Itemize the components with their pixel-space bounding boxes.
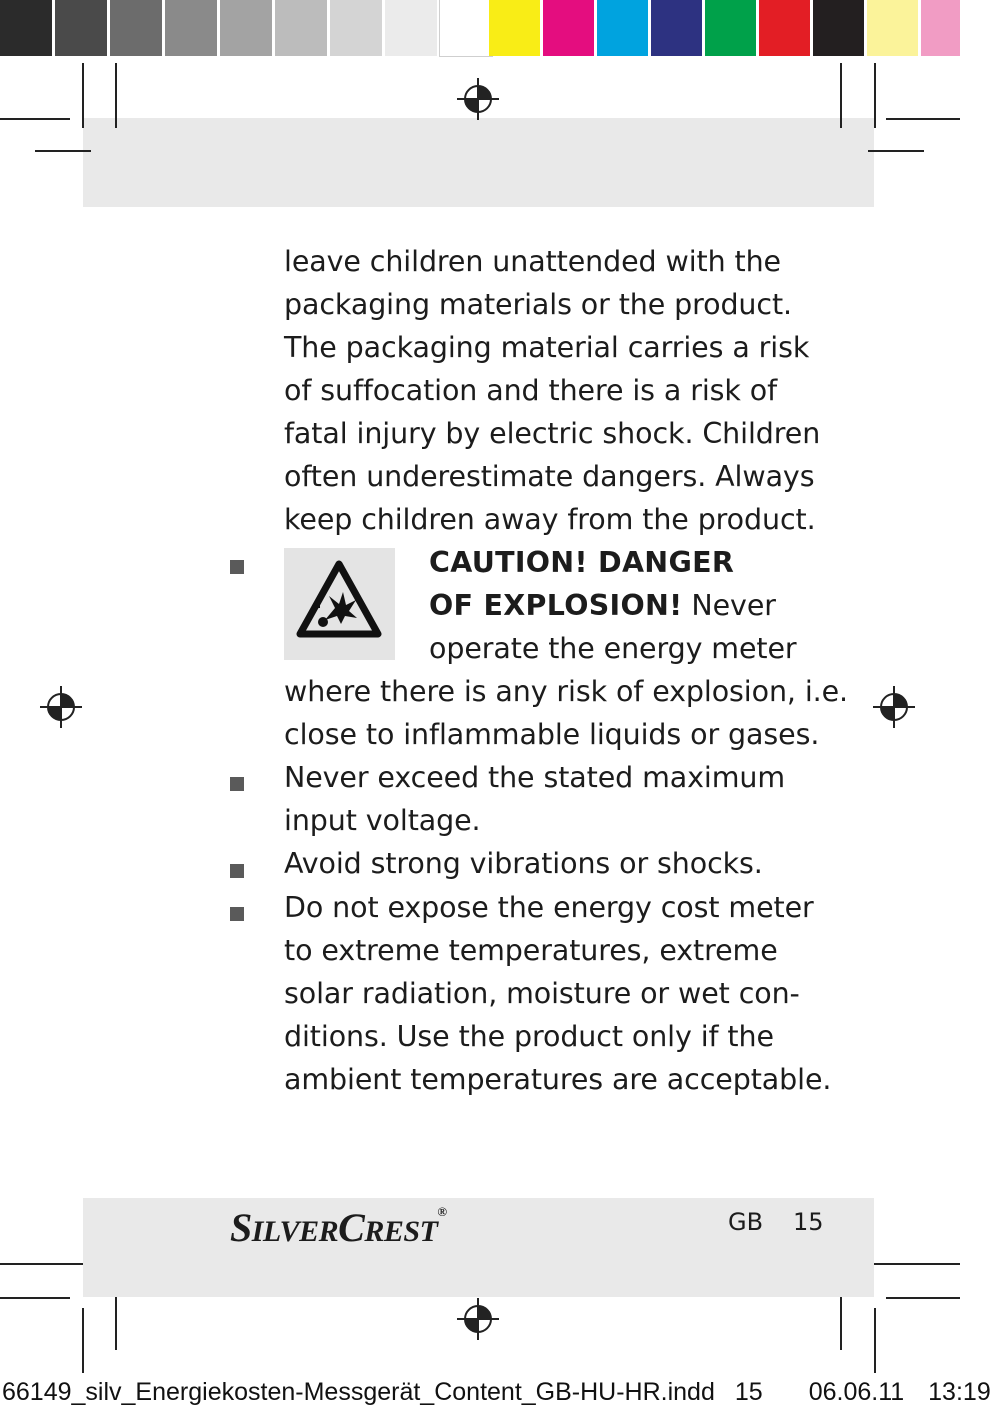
header-band: [83, 118, 874, 207]
gray-swatch: [385, 0, 437, 56]
color-swatch: [651, 0, 702, 56]
gray-swatch: [440, 0, 492, 56]
gray-swatch: [0, 0, 52, 56]
caution-line: [429, 584, 776, 627]
slug-date: 06.06.11: [808, 1378, 905, 1406]
color-swatch: [813, 0, 864, 56]
gray-swatch: [275, 0, 327, 56]
gray-swatch: [165, 0, 217, 56]
bullet-square-icon: [230, 560, 244, 574]
registration-mark-icon: [457, 78, 499, 120]
color-swatch: [489, 0, 540, 56]
registration-mark-icon: [457, 1298, 499, 1340]
registration-mark-icon: [873, 686, 915, 728]
bullet-square-icon: [230, 777, 244, 791]
caution-text: Never: [682, 589, 776, 622]
bullet-square-icon: [230, 907, 244, 921]
body-line: often underestimate dangers. Always: [284, 460, 815, 493]
list-item-line: ambient temperatures are acceptable.: [284, 1063, 832, 1096]
gray-swatch: [220, 0, 272, 56]
body-line: of suffocation and there is a risk of: [284, 374, 778, 407]
bullet-square-icon: [230, 864, 244, 878]
gray-swatch: [330, 0, 382, 56]
caution-line: where there is any risk of explosion, i.e.: [284, 675, 849, 708]
list-item-line: input voltage.: [284, 804, 481, 837]
print-slug: [2, 1378, 991, 1407]
gray-swatch: [110, 0, 162, 56]
body-line: fatal injury by electric shock. Children: [284, 417, 821, 450]
gray-swatch: [55, 0, 107, 56]
body-line: packaging materials or the product.: [284, 288, 792, 321]
slug-page: 15: [734, 1378, 763, 1406]
slug-filename: 66149_silv_Energiekosten-Messgerät_Content_GB-HU-HR.indd: [2, 1378, 715, 1406]
list-item-line: Never exceed the stated maximum: [284, 761, 785, 794]
list-item-line: ditions. Use the product only if the: [284, 1020, 774, 1053]
body-line: keep children away from the product.: [284, 503, 816, 536]
caution-line: operate the energy meter: [429, 632, 797, 665]
language-code: GB: [728, 1208, 764, 1236]
color-swatch: [759, 0, 810, 56]
caution-heading: CAUTION! DANGER: [429, 546, 735, 579]
list-item-line: Avoid strong vibrations or shocks.: [284, 847, 763, 880]
color-swatch: [921, 0, 960, 56]
explosion-warning-icon: [284, 548, 395, 660]
registration-mark-icon: [40, 686, 82, 728]
list-item-line: solar radiation, moisture or wet con-: [284, 977, 800, 1010]
color-swatch: [867, 0, 918, 56]
silvercrest-logo: SILVERCREST®: [230, 1204, 447, 1250]
body-line: leave children unattended with the: [284, 245, 781, 278]
slug-time: 13:19: [928, 1378, 991, 1406]
caution-heading-cont: OF EXPLOSION!: [429, 589, 683, 622]
color-swatch: [543, 0, 594, 56]
color-swatch: [597, 0, 648, 56]
list-item-line: Do not expose the energy cost meter: [284, 891, 814, 924]
color-swatch: [705, 0, 756, 56]
page-number: 15: [793, 1208, 824, 1236]
list-item-line: to extreme temperatures, extreme: [284, 934, 778, 967]
body-line: The packaging material carries a risk: [284, 331, 810, 364]
caution-line: close to inflammable liquids or gases.: [284, 718, 820, 751]
